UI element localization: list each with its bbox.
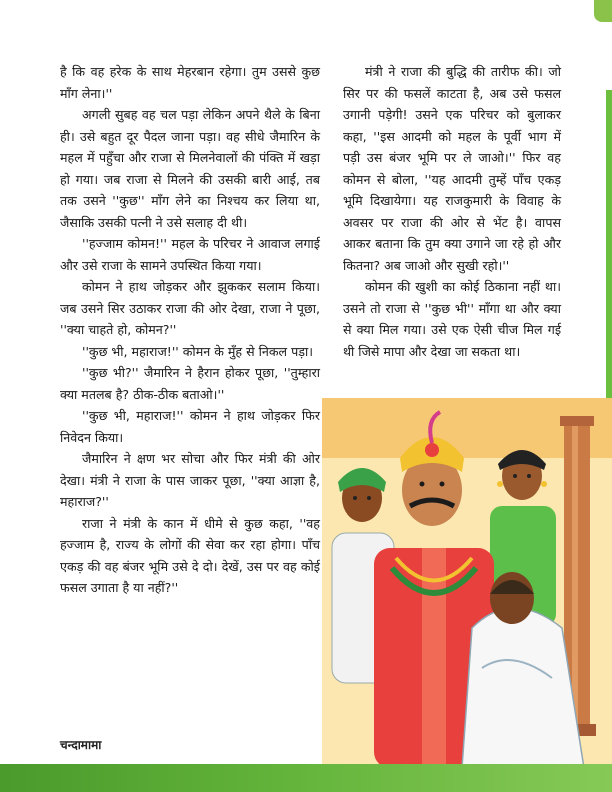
paragraph: राजा ने मंत्री के कान में धीमे से कुछ कहा, ''वह हज्जाम है, राज्य के लोगों की सेवा कर रहा होगा। पाँच एकड़ की वह बंजर भूमि उसे दे दो। देखें, उस पर वह कोई फसल उगाता है या नहीं?'' <box>60 515 320 595</box>
paragraph: कोमन ने हाथ जोड़कर और झुककर सलाम किया। जब उसने सिर उठाकर राजा की ओर देखा, राजा ने पूछा, ''क्या चाहते हो, कोमन?'' <box>60 279 320 337</box>
paragraph: कोमन की खुशी का कोई ठिकाना नहीं था। उसने तो राजा से ''कुछ भी'' माँगा था और क्या से क्या मिल गया। उसे एक ऐसी चीज मिल गई थी जिसे मापा और देखा जा सकता था। <box>343 279 561 359</box>
footer-magazine-name: चन्दामामा <box>60 738 102 752</box>
paragraph: ''कुछ भी?'' जैमारिन ने हैरान होकर पूछा, ''तुम्हारा क्या मतलब है? ठीक-ठीक बताओ।'' <box>60 365 320 402</box>
paragraph: है कि वह हरेक के साथ मेहरबान रहेगा। तुम उससे कुछ माँग लेना।'' <box>60 64 320 101</box>
bottom-green-band <box>0 764 612 792</box>
left-text-column <box>60 61 320 599</box>
paragraph: जैमारिन ने क्षण भर सोचा और फिर मंत्री की ओर देखा। मंत्री ने राजा के पास जाकर पूछा, ''क्या आज्ञा है, महाराज?'' <box>60 451 320 509</box>
right-text-column <box>343 61 561 362</box>
paragraph: ''कुछ भी, महाराज!'' कोमन के मुँह से निकल पड़ा। <box>82 343 314 359</box>
paragraph: ''हज्जाम कोमन!'' महल के परिचर ने आवाज लगाई और उसे राजा के सामने उपस्थित किया गया। <box>60 236 320 273</box>
corner-green-tab <box>594 0 612 22</box>
court-scene-illustration <box>322 398 612 768</box>
paragraph: मंत्री ने राजा की बुद्धि की तारीफ की। जो सिर पर की फसलें काटता है, अब उसे फसल उगानी पड़ेगी! उसने एक परिचर को बुलाकर कहा, ''इस आदमी को महल के पूर्वी भाग में पड़ी उस बंजर भूमि पर ले जाओ।'' फिर वह कोमन से बोला, ''यह आदमी तुम्हें पाँच एकड़ भूमि दिखायेगा। यह राजकुमारी के विवाह के अवसर पर राजा की ओर से भेंट है। वापस आकर बताना कि तुम क्या उगाने जा रहे हो और कितना? अब जाओ और सुखी रहो।'' <box>343 64 561 273</box>
paragraph: अगली सुबह वह चल पड़ा लेकिन अपने थैले के बिना ही। उसे बहुत दूर पैदल जाना पड़ा। वह सीधे जैमारिन के महल में पहुँचा और राजा से मिलनेवालों की पंक्ति में खड़ा हो गया। जब राजा से मिलने की उसकी बारी आई, तब तक उसने ''कुछ'' माँग लेने का निश्चय कर लिया था, जैसाकि उसकी पत्नी ने उसे सलाह दी थी। <box>60 107 320 230</box>
paragraph: ''कुछ भी, महाराज!'' कोमन ने हाथ जोड़कर फिर निवेदन किया। <box>60 408 320 445</box>
